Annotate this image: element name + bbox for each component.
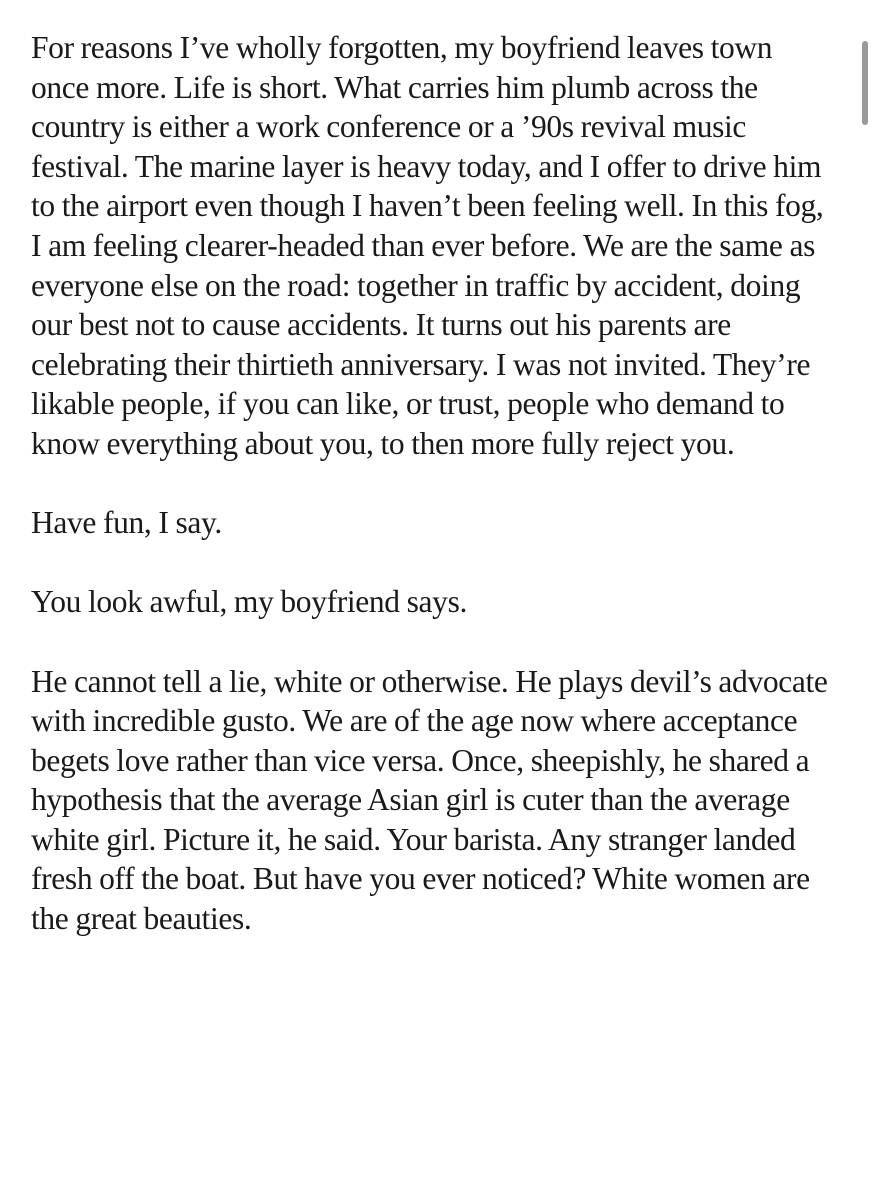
scrollbar-thumb[interactable] [862, 41, 868, 125]
paragraph-2: Have fun, I say. [31, 505, 222, 541]
article-body [31, 28, 831, 939]
scrollbar[interactable] [859, 0, 879, 1200]
paragraph-1: For reasons I’ve wholly forgotten, my boyfriend leaves town once more. Life is short. What carries him plumb across the country is either a work conference or a ’90s revival music festival. The marine layer is heavy today, and I offer to drive him to the airport even though I haven’t been feeling well. In this fog, I am feeling clearer-headed than ever before. We are the same as everyone else on the road: together in traffic by accident, doing our best not to cause accidents. It turns out his parents are celebrating their thirtieth anniversary. I was not invited. They’re likable people, if you can like, or trust, people who demand to know everything about you, to then more fully reject you. [31, 30, 824, 461]
paragraph-4: He cannot tell a lie, white or otherwise. He plays devil’s advocate with incredible gusto. We are of the age now where acceptance begets love rather than vice versa. Once, sheepishly, he shared a hypothesis that the average Asian girl is cuter than the average white girl. Picture it, he said. Your barista. Any stranger landed fresh off the boat. But have you ever noticed? White women are the great beauties. [31, 663, 828, 937]
paragraph-3: You look awful, my boyfriend says. [31, 584, 468, 620]
